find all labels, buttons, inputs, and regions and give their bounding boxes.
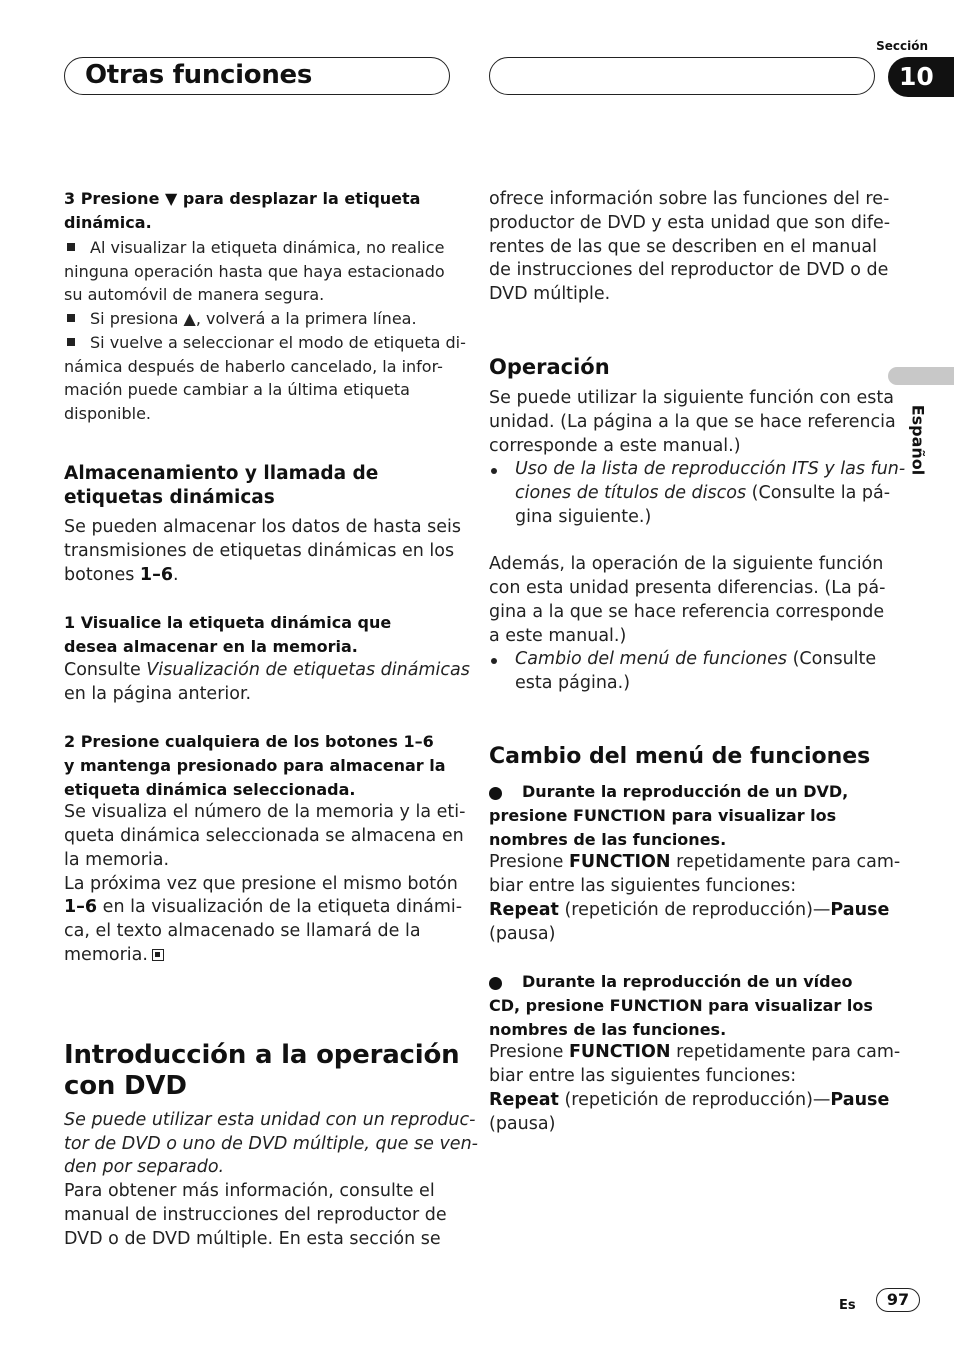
dvd-intro-heading: Introducción a la operación xyxy=(64,1040,460,1070)
bullet-icon xyxy=(491,468,497,474)
language-code: Es xyxy=(839,1298,856,1313)
dvd-intro-body-cont: de instrucciones del reproductor de DVD o de xyxy=(489,260,889,280)
dvd-intro-body-cont: ofrece información sobre las funciones del re- xyxy=(489,189,890,209)
step-1-body: Consulte Visualización de etiquetas dinámicas xyxy=(64,660,470,680)
store-paragraph-line: botones 1–6. xyxy=(64,565,179,585)
dvd-step-body: Repeat (repetición de reproducción)—Pause xyxy=(489,900,890,920)
step-2-body: ca, el texto almacenado se llamará de la xyxy=(64,921,421,941)
store-paragraph-line: transmisiones de etiquetas dinámicas en los xyxy=(64,541,455,561)
step-2-body: queta dinámica seleccionada se almacena en xyxy=(64,826,464,846)
step-2-body: 1–6 en la visualización de la etiqueta dinámi- xyxy=(64,897,463,917)
note-2-line: Si presiona ▲, volverá a la primera línea. xyxy=(90,309,417,328)
step-1-heading: 1 Visualice la etiqueta dinámica que xyxy=(64,613,392,632)
dvd-intro-body-cont: DVD múltiple. xyxy=(489,284,611,304)
note-3-line: Si vuelve a seleccionar el modo de etiqueta di- xyxy=(90,333,466,352)
dvd-intro-body-cont: rentes de las que se describen en el manual xyxy=(489,237,878,257)
note-3-line: mación puede cambiar a la última etiqueta xyxy=(64,380,410,399)
note-1-line: ninguna operación hasta que haya estacionado xyxy=(64,262,445,281)
dvd-step-body: biar entre las siguientes funciones: xyxy=(489,876,797,896)
dvd-intro-body: DVD o de DVD múltiple. En esta sección se xyxy=(64,1229,441,1249)
step-1-heading-cont: desea almacenar en la memoria. xyxy=(64,637,358,656)
step-1-body: en la página anterior. xyxy=(64,684,252,704)
vcd-step-body: biar entre las siguientes funciones: xyxy=(489,1066,797,1086)
dvd-step-body: (pausa) xyxy=(489,924,556,944)
step-dot-icon xyxy=(489,977,502,990)
end-mark-icon xyxy=(152,949,164,961)
dvd-step-heading-cont: presione FUNCTION para visualizar los xyxy=(489,806,837,825)
step-2-body: La próxima vez que presione el mismo botón xyxy=(64,874,458,894)
operation-body: unidad. (La página a la que se hace referencia xyxy=(489,412,896,432)
operation-bullet-line: gina siguiente.) xyxy=(515,507,652,527)
step-2-body: Se visualiza el número de la memoria y la eti- xyxy=(64,802,466,822)
step-3-heading-cont: dinámica. xyxy=(64,213,152,232)
vcd-step-body: (pausa) xyxy=(489,1114,556,1134)
dvd-intro-italic-line: den por separado. xyxy=(64,1157,225,1177)
vcd-step-heading-cont: CD, presione FUNCTION para visualizar los xyxy=(489,996,873,1015)
additional-bullet-line: esta página.) xyxy=(515,673,631,693)
step-2-body: la memoria. xyxy=(64,850,170,870)
chapter-title: Otras funciones xyxy=(85,60,313,90)
square-bullet-icon xyxy=(67,338,75,346)
operation-bullet-line: ciones de títulos de discos (Consulte la pá- xyxy=(515,483,891,503)
bullet-icon xyxy=(491,658,497,664)
dvd-intro-italic-line: tor de DVD o uno de DVD múltiple, que se ven- xyxy=(64,1134,478,1154)
step-dot-icon xyxy=(489,787,502,800)
dvd-intro-heading-cont: con DVD xyxy=(64,1071,187,1101)
header-frame-right xyxy=(489,57,875,95)
square-bullet-icon xyxy=(67,314,75,322)
store-heading-cont: etiquetas dinámicas xyxy=(64,487,275,508)
vcd-step-heading-cont: nombres de las funciones. xyxy=(489,1020,727,1039)
operation-body: Se puede utilizar la siguiente función con esta xyxy=(489,388,894,408)
language-tab xyxy=(888,367,954,385)
section-number-badge: 10 xyxy=(888,57,954,97)
step-2-heading-cont: y mantenga presionado para almacenar la xyxy=(64,756,446,775)
dvd-intro-italic-line: Se puede utilizar esta unidad con un reproduc- xyxy=(64,1110,476,1130)
dvd-step-body: Presione FUNCTION repetidamente para cam- xyxy=(489,852,901,872)
section-label: Sección xyxy=(876,39,928,53)
step-2-body: memoria. xyxy=(64,944,164,968)
vcd-step-body: Repeat (repetición de reproducción)—Pause xyxy=(489,1090,890,1110)
additional-body: gina a la que se hace referencia corresponde xyxy=(489,602,885,622)
chapter-header-frame xyxy=(64,57,450,95)
dvd-step-heading-cont: nombres de las funciones. xyxy=(489,830,727,849)
note-1-line: Al visualizar la etiqueta dinámica, no realice xyxy=(90,238,445,257)
note-3-line: disponible. xyxy=(64,404,151,423)
note-1-line: su automóvil de manera segura. xyxy=(64,285,325,304)
operation-body: corresponde a este manual.) xyxy=(489,436,741,456)
note-3-line: námica después de haberlo cancelado, la infor- xyxy=(64,357,443,376)
store-heading: Almacenamiento y llamada de xyxy=(64,463,379,484)
store-paragraph-line: Se pueden almacenar los datos de hasta seis xyxy=(64,517,461,537)
operation-heading: Operación xyxy=(489,355,610,379)
additional-bullet-line: Cambio del menú de funciones (Consulte xyxy=(515,649,877,669)
dvd-intro-body-cont: productor de DVD y esta unidad que son dife- xyxy=(489,213,891,233)
dvd-intro-body: Para obtener más información, consulte el xyxy=(64,1181,435,1201)
step-2-heading: 2 Presione cualquiera de los botones 1–6 xyxy=(64,732,434,751)
square-bullet-icon xyxy=(67,243,75,251)
page-number: 97 xyxy=(876,1288,920,1312)
step-3-heading: 3 Presione ▼ para desplazar la etiqueta xyxy=(64,189,421,208)
additional-body: Además, la operación de la siguiente función xyxy=(489,554,884,574)
vcd-step-body: Presione FUNCTION repetidamente para cam- xyxy=(489,1042,901,1062)
operation-bullet-line: Uso de la lista de reproducción ITS y las fun- xyxy=(515,459,906,479)
vcd-step-heading: Durante la reproducción de un vídeo xyxy=(522,972,853,991)
additional-body: con esta unidad presenta diferencias. (La pá- xyxy=(489,578,886,598)
dvd-intro-body: manual de instrucciones del reproductor de xyxy=(64,1205,447,1225)
additional-body: a este manual.) xyxy=(489,626,627,646)
function-menu-heading: Cambio del menú de funciones xyxy=(489,744,871,769)
language-label: Español xyxy=(908,404,928,476)
step-2-heading-cont: etiqueta dinámica seleccionada. xyxy=(64,780,356,799)
dvd-step-heading: Durante la reproducción de un DVD, xyxy=(522,782,849,801)
